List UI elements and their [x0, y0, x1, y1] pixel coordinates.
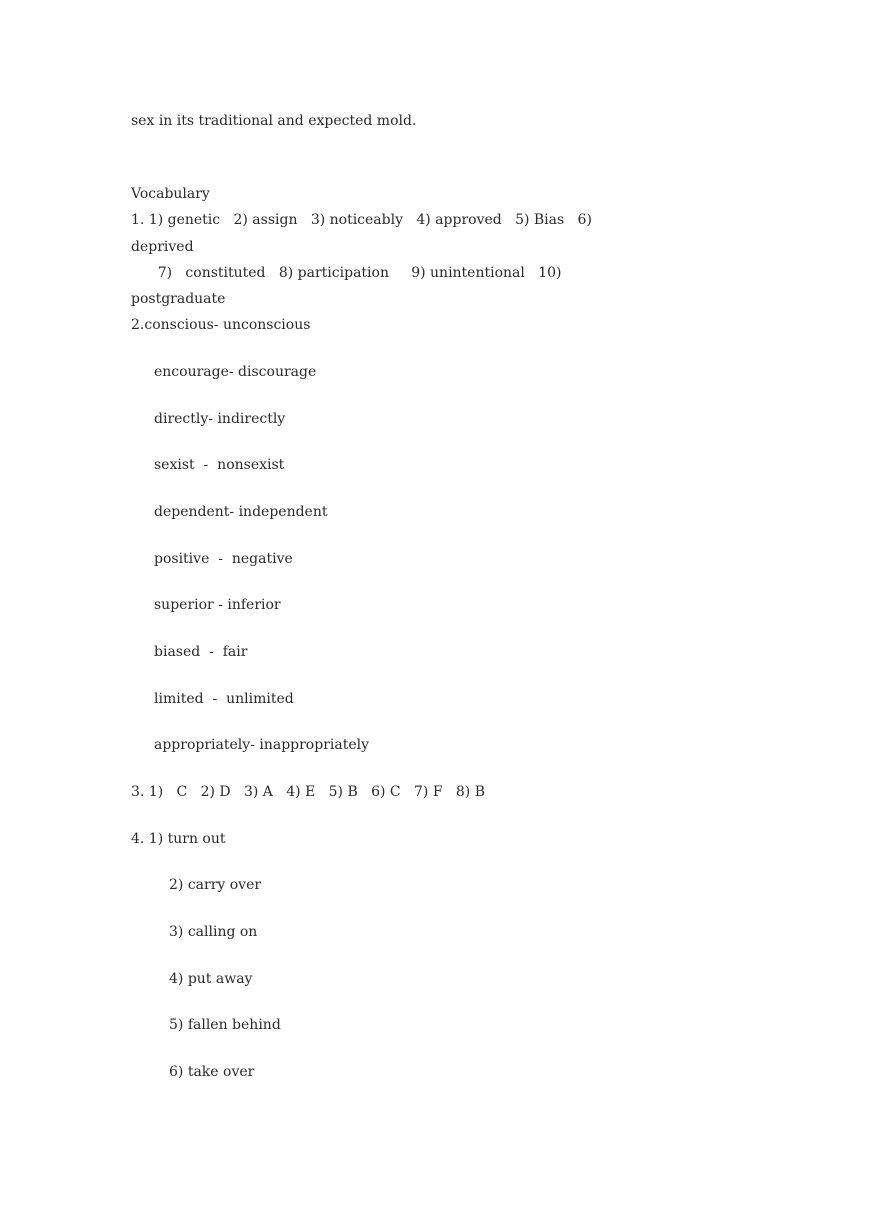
exercise-1-line: 7) constituted 8) participation 9) unintentional 10) — [131, 265, 562, 281]
exercise-1-line: postgraduate — [131, 291, 226, 307]
antonym-pair: positive - negative — [154, 551, 293, 567]
exercise-4-first: 4. 1) turn out — [131, 831, 226, 847]
antonym-pair: limited - unlimited — [154, 691, 294, 707]
intro-line: sex in its traditional and expected mold. — [131, 113, 417, 129]
antonym-pair: appropriately- inappropriately — [154, 737, 370, 753]
antonym-pair: sexist - nonsexist — [154, 457, 285, 473]
exercise-1-line: deprived — [131, 239, 194, 255]
exercise-1-line: 1. 1) genetic 2) assign 3) noticeably 4) approved 5) Bias 6) — [131, 212, 592, 228]
section-heading: Vocabulary — [131, 186, 210, 202]
exercise-3-answers: 3. 1) C 2) D 3) A 4) E 5) B 6) C 7) F 8) B — [131, 784, 485, 800]
phrasal-answer: 5) fallen behind — [169, 1017, 281, 1033]
phrasal-answer: 3) calling on — [169, 924, 258, 940]
antonym-pair: superior - inferior — [154, 597, 281, 613]
exercise-2-label: 2.conscious- unconscious — [131, 317, 311, 333]
phrasal-answer: 4) put away — [169, 971, 253, 987]
phrasal-answer: 6) take over — [169, 1064, 255, 1080]
antonym-pair: dependent- independent — [154, 504, 328, 520]
antonym-pair: directly- indirectly — [154, 411, 286, 427]
phrasal-answer: 2) carry over — [169, 877, 262, 893]
antonym-pair: biased - fair — [154, 644, 248, 660]
antonym-pair: encourage- discourage — [154, 364, 317, 380]
